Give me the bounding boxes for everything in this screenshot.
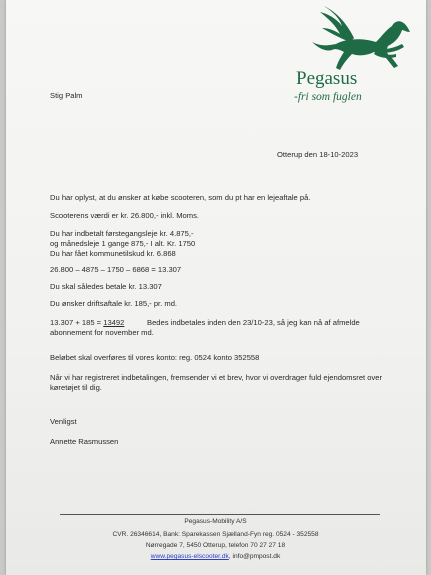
paragraph-paid-1: Du har indbetalt førstegangsleje kr. 4.875,- — [50, 229, 194, 238]
footer-web-link[interactable]: www.pegasus-elscooter.dk — [150, 553, 229, 560]
total-calc-left: 13.307 + 185 = — [50, 318, 104, 327]
paragraph-intro: Du har oplyst, at du ønsker at købe scooteren, som du pt har en lejeaftale på. — [50, 193, 311, 202]
closing: Venligst — [50, 417, 77, 426]
payment-deadline-1: Bedes indbetales inden den 23/10-23, så jeg kan nå af afmelde — [147, 318, 360, 327]
paragraph-paid-3: Du har fået kommunetilskud kr. 6.868 — [50, 249, 176, 258]
ownership-note-1: Når vi har registreret indbetalingen, fremsender vi et brev, hvor vi overdrager fuld ejendomsret over — [50, 373, 383, 382]
ownership-note-2: køretøjet til dig. — [50, 383, 102, 392]
logo-tagline: -fri som fuglen — [294, 91, 362, 103]
service-agreement: Du ønsker driftsaftale kr. 185,- pr. md. — [50, 299, 178, 308]
pegasus-horse-icon — [306, 4, 416, 74]
footer-company: Pegasus-Mobility A/S — [184, 518, 247, 525]
payment-deadline-2: abonnement for november md. — [50, 328, 154, 337]
calculation-line: 26.800 – 4875 – 1750 – 6868 = 13.307 — [50, 265, 182, 274]
paragraph-value: Scooterens værdi er kr. 26.800,- inkl. Moms. — [50, 211, 199, 220]
bank-transfer-info: Beløbet skal overføres til vores konto: reg. 0524 konto 352558 — [50, 353, 260, 362]
recipient-name: Stig Palm — [50, 91, 83, 100]
footer-contact — [0, 553, 431, 560]
paragraph-paid-2: og månedsleje 1 gange 875,- I alt. Kr. 1750 — [50, 239, 196, 248]
footer-email[interactable]: , info@pmpost.dk — [228, 553, 281, 560]
total-amount: 13492 — [103, 318, 125, 327]
footer-divider — [60, 514, 380, 515]
signer-name: Annette Rasmussen — [50, 437, 119, 446]
date-line: Otterup den 18-10-2023 — [277, 150, 359, 159]
footer-cvr: CVR. 26346614, Bank: Sparekassen Sjælland-Fyn reg. 0524 - 352558 — [112, 531, 319, 538]
amount-due: Du skal således betale kr. 13.307 — [50, 282, 162, 291]
total-calc — [50, 318, 124, 327]
footer-address: Nørregade 7, 5450 Otterup, telefon 70 27 27 18 — [145, 542, 286, 549]
logo-title: Pegasus — [296, 68, 358, 89]
